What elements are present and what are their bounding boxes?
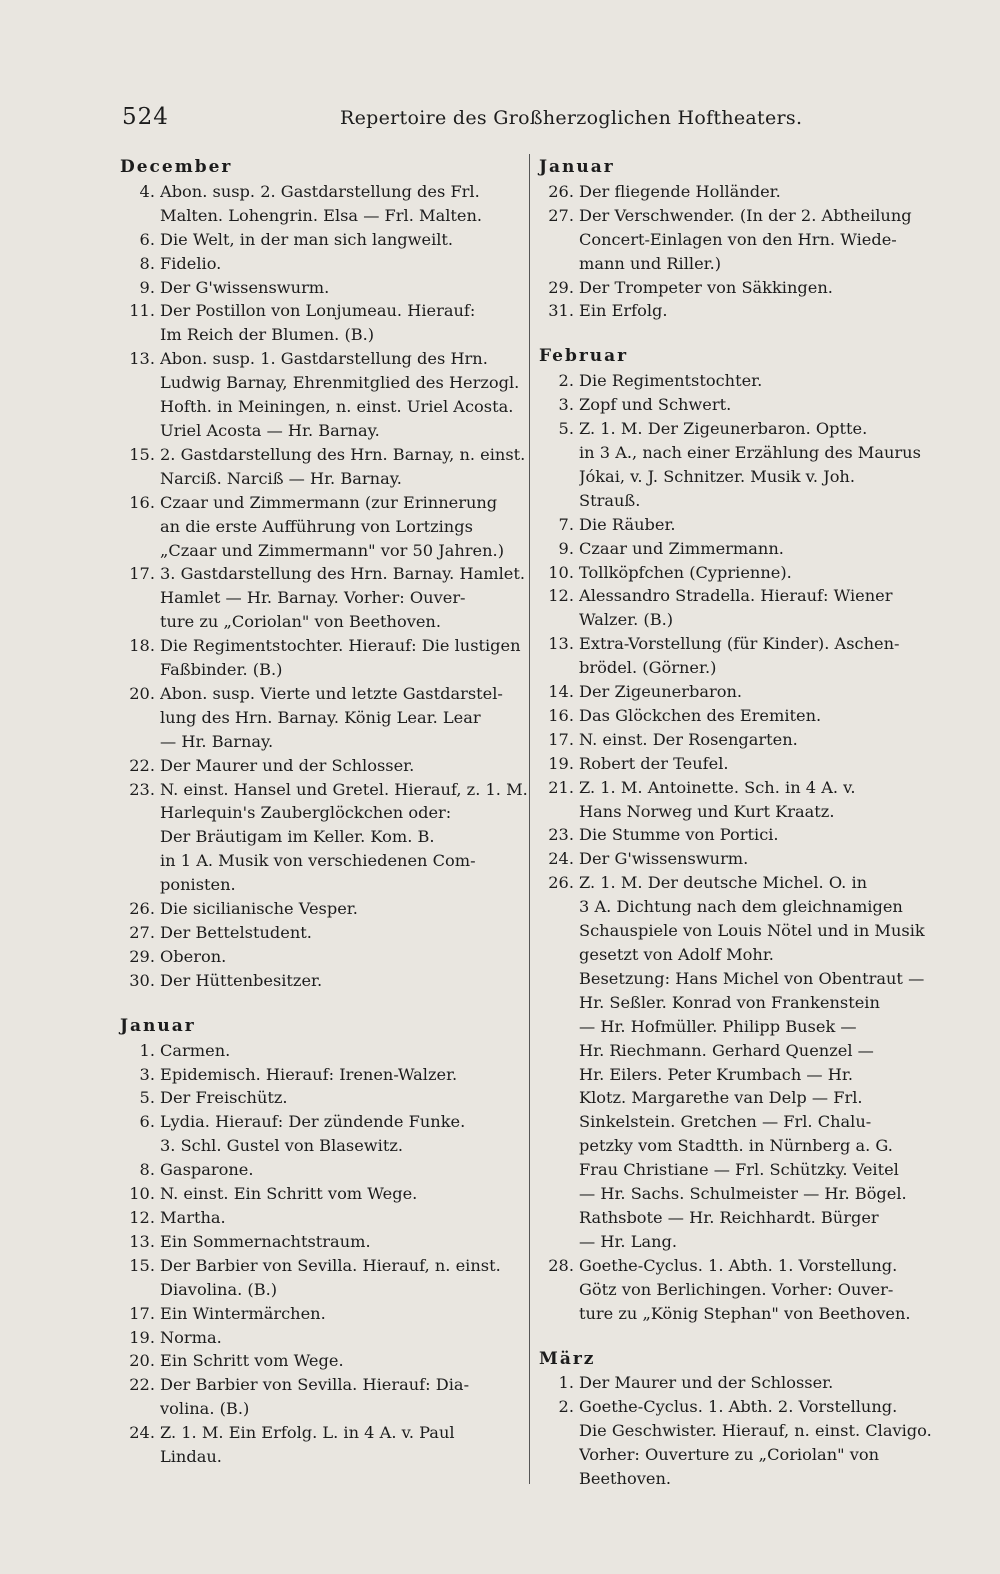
repertoire-entry [539, 776, 944, 824]
entry-line: ponisten. [160, 875, 236, 895]
entry-line: brödel. (Görner.) [579, 658, 717, 678]
entry-line: Ein Erfolg. [579, 301, 668, 321]
entry-day: 26. [548, 181, 574, 201]
entry-text [579, 632, 944, 680]
entry-line: — Hr. Hofmüller. Philipp Busek — [579, 1016, 857, 1036]
entry-line: Hr. Seßler. Konrad von Frankenstein [579, 992, 880, 1012]
repertoire-entry [120, 1302, 520, 1326]
entry-line: Strauß. [579, 490, 641, 510]
entry-day: 23. [548, 825, 574, 845]
month-heading: Februar [539, 346, 629, 367]
entry-day: 21. [548, 777, 574, 797]
entry-text [160, 1039, 520, 1063]
repertoire-entry [539, 1254, 944, 1326]
entry-line: Besetzung: Hans Michel von Obentraut — [579, 968, 925, 988]
entry-day: 15. [129, 444, 155, 464]
repertoire-entry [539, 1395, 944, 1491]
entry-line: an die erste Aufführung von Lortzings [160, 516, 473, 536]
repertoire-entry [539, 680, 944, 704]
repertoire-entry [120, 180, 520, 228]
entry-day: 1. [558, 1373, 574, 1393]
entry-day: 23. [129, 779, 155, 799]
entry-line: Der Maurer und der Schlosser. [579, 1373, 834, 1393]
entry-text [160, 276, 520, 300]
entry-text [160, 1230, 520, 1254]
repertoire-entry [120, 443, 526, 491]
entry-text [160, 1110, 520, 1158]
entry-day: 13. [129, 349, 155, 369]
entry-line: petzky vom Stadtth. in Nürnberg a. G. [579, 1136, 893, 1156]
entry-line: Der Postillon von Lonjumeau. Hierauf: [160, 301, 476, 321]
entry-day: 5. [558, 419, 574, 439]
entry-line: ture zu „Coriolan" von Beethoven. [160, 612, 442, 632]
left-column [120, 156, 528, 1469]
entry-day: 3. [139, 1064, 155, 1084]
entry-line: Der Zigeunerbaron. [579, 682, 743, 702]
entry-text [160, 1326, 520, 1350]
column-divider [529, 154, 530, 1484]
entry-day: 4. [139, 181, 155, 201]
entry-line: Schauspiele von Louis Nötel und in Musik [579, 921, 925, 941]
entry-line: Die Regimentstochter. [579, 371, 763, 391]
entry-text [160, 1349, 520, 1373]
entry-line: Norma. [160, 1327, 222, 1347]
entry-line: Gasparone. [160, 1160, 254, 1180]
entry-day: 2. [558, 1397, 574, 1417]
entry-text [579, 1395, 944, 1491]
entry-line: Die Geschwister. Hierauf, n. einst. Clavigo. [579, 1421, 932, 1441]
page-number: 524 [122, 104, 169, 130]
repertoire-entry [120, 299, 520, 347]
entry-day: 20. [129, 683, 155, 703]
repertoire-entry [120, 778, 528, 898]
entry-line: Robert der Teufel. [579, 753, 729, 773]
entry-text [160, 491, 520, 563]
entry-line: Der Freischütz. [160, 1088, 288, 1108]
entry-line: Die Welt, in der man sich langweilt. [160, 229, 454, 249]
entry-text [160, 634, 521, 682]
entry-text [579, 776, 944, 824]
month-heading: März [539, 1348, 596, 1369]
entry-line: Uriel Acosta — Hr. Barnay. [160, 420, 380, 440]
repertoire-entry [539, 704, 944, 728]
entry-text [160, 1206, 520, 1230]
repertoire-entry [539, 393, 944, 417]
entry-line: gesetzt von Adolf Mohr. [579, 945, 774, 964]
entry-text [160, 754, 520, 778]
entry-day: 10. [548, 562, 574, 582]
entry-line: Alessandro Stradella. Hierauf: Wiener [579, 586, 893, 606]
repertoire-entry [539, 180, 944, 204]
entry-text [160, 682, 520, 754]
entry-day: 27. [129, 923, 155, 942]
repertoire-entry [539, 871, 944, 1254]
entry-line: Sinkelstein. Gretchen — Frl. Chalu- [579, 1112, 872, 1132]
entry-day: 17. [548, 729, 574, 749]
entry-text [579, 752, 944, 776]
entry-line: Im Reich der Blumen. (B.) [160, 325, 375, 345]
entry-line: Hr. Eilers. Peter Krumbach — Hr. [579, 1064, 853, 1084]
entry-line: Der Barbier von Sevilla. Hierauf, n. einst. [160, 1255, 501, 1275]
entry-line: Abon. susp. Vierte und letzte Gastdarstel- [160, 683, 503, 703]
entry-day: 13. [548, 634, 574, 654]
entry-text [160, 1158, 520, 1182]
repertoire-entry [120, 634, 520, 682]
entry-text [160, 1421, 520, 1469]
entry-line: Der Hüttenbesitzer. [160, 970, 323, 990]
entry-line: Malten. Lohengrin. Elsa — Frl. Malten. [160, 205, 483, 225]
entry-text [160, 969, 520, 993]
entry-line: Oberon. [160, 946, 227, 966]
entry-day: 24. [548, 849, 574, 869]
repertoire-entry [120, 1349, 520, 1373]
entry-text [160, 1373, 520, 1421]
entry-day: 1. [139, 1040, 155, 1060]
entry-line: Der G'wissenswurm. [160, 277, 330, 297]
entry-text [160, 1086, 520, 1110]
entry-line: Z. 1. M. Der deutsche Michel. O. in [579, 873, 868, 893]
entry-text [579, 1371, 944, 1395]
entry-line: Lindau. [160, 1447, 222, 1467]
entry-line: „Czaar und Zimmermann" vor 50 Jahren.) [160, 540, 505, 560]
entry-text [160, 252, 520, 276]
entry-line: Abon. susp. 1. Gastdarstellung des Hrn. [160, 349, 488, 369]
repertoire-entry [120, 276, 520, 300]
entry-line: ture zu „König Stephan" von Beethoven. [579, 1303, 911, 1323]
entry-line: in 3 A., nach einer Erzählung des Maurus [579, 442, 921, 462]
entry-line: Z. 1. M. Ein Erfolg. L. in 4 A. v. Paul [160, 1423, 455, 1443]
entry-day: 15. [129, 1255, 155, 1275]
entry-day: 20. [129, 1351, 155, 1371]
entry-line: 3. Gastdarstellung des Hrn. Barnay. Hamlet. [160, 564, 525, 584]
entry-text [160, 299, 520, 347]
entry-line: Ein Wintermärchen. [160, 1303, 326, 1323]
entry-day: 29. [129, 946, 155, 966]
entry-line: Czaar und Zimmermann. [579, 538, 784, 558]
entry-line: Der Barbier von Sevilla. Hierauf: Dia- [160, 1375, 470, 1395]
entry-line: N. einst. Der Rosengarten. [579, 729, 798, 749]
entry-line: Concert-Einlagen von den Hrn. Wiede- [579, 229, 897, 249]
repertoire-entry [539, 728, 944, 752]
entry-text [160, 1302, 520, 1326]
entry-line: Der Verschwender. (In der 2. Abtheilung [579, 205, 912, 225]
entry-line: Der Bettelstudent. [160, 923, 312, 942]
entry-day: 22. [129, 755, 155, 775]
entry-text [579, 513, 944, 537]
entry-text [579, 871, 944, 1254]
entry-line: Z. 1. M. Der Zigeunerbaron. Optte. [579, 419, 868, 439]
entry-day: 8. [139, 1160, 155, 1180]
entry-line: 3. Schl. Gustel von Blasewitz. [160, 1136, 403, 1156]
repertoire-entry [539, 204, 944, 276]
entry-day: 6. [139, 1112, 155, 1132]
entry-line: Der G'wissenswurm. [579, 849, 749, 869]
repertoire-entry [539, 369, 944, 393]
entry-text [160, 347, 520, 443]
entry-line: Faßbinder. (B.) [160, 660, 283, 680]
entry-text [160, 1254, 520, 1302]
entry-day: 18. [129, 636, 155, 656]
entry-line: Rathsbote — Hr. Reichhardt. Bürger [579, 1207, 879, 1227]
entry-text [160, 778, 528, 898]
repertoire-entry [539, 299, 944, 323]
entry-day: 11. [129, 301, 155, 321]
entry-line: Czaar und Zimmermann (zur Erinnerung [160, 492, 498, 512]
entry-text [579, 276, 944, 300]
entry-line: Der Maurer und der Schlosser. [160, 755, 415, 775]
repertoire-entry [120, 347, 520, 443]
repertoire-entry [539, 417, 944, 513]
entry-text [160, 1063, 520, 1087]
entry-line: N. einst. Hansel und Gretel. Hierauf, z. 1. M. [160, 779, 528, 799]
entry-day: 9. [558, 538, 574, 558]
entry-day: 24. [129, 1423, 155, 1443]
entry-text [160, 443, 525, 491]
entry-line: Hofth. in Meiningen, n. einst. Uriel Acosta. [160, 397, 514, 417]
entry-day: 26. [548, 873, 574, 893]
entry-text [579, 728, 944, 752]
entry-line: Die sicilianische Vesper. [160, 899, 358, 919]
entry-text [160, 945, 520, 969]
entry-text [579, 299, 944, 323]
repertoire-entry [120, 1063, 520, 1087]
entry-line: Walzer. (B.) [579, 610, 674, 630]
repertoire-entry [120, 1086, 520, 1110]
entry-line: Lydia. Hierauf: Der zündende Funke. [160, 1112, 466, 1132]
entry-line: Hans Norweg und Kurt Kraatz. [579, 801, 835, 821]
entry-line: Der fliegende Holländer. [579, 181, 781, 201]
entry-day: 5. [139, 1088, 155, 1108]
entry-line: Klotz. Margarethe van Delp — Frl. [579, 1088, 863, 1108]
entry-text [579, 1254, 944, 1326]
entry-line: Hamlet — Hr. Barnay. Vorher: Ouver- [160, 588, 466, 608]
repertoire-entry [120, 1182, 520, 1206]
repertoire-entry [120, 1326, 520, 1350]
repertoire-entry [539, 752, 944, 776]
entry-line: Beethoven. [579, 1469, 672, 1489]
entry-day: 31. [548, 301, 574, 321]
right-column [539, 156, 944, 1491]
entry-line: Fidelio. [160, 253, 222, 273]
entry-text [160, 180, 520, 228]
entry-line: Harlequin's Zauberglöckchen oder: [160, 803, 452, 823]
page-header [122, 104, 942, 144]
month-heading: Januar [120, 1015, 196, 1036]
entry-day: 19. [129, 1327, 155, 1347]
entry-line: Frau Christiane — Frl. Schützky. Veitel [579, 1160, 899, 1180]
entry-day: 16. [548, 705, 574, 725]
repertoire-entry [539, 537, 944, 561]
entry-text [579, 704, 944, 728]
entry-line: Diavolina. (B.) [160, 1279, 278, 1299]
entry-day: 9. [139, 277, 155, 297]
entry-line: Hr. Riechmann. Gerhard Quenzel — [579, 1040, 874, 1060]
entry-line: Epidemisch. Hierauf: Irenen-Walzer. [160, 1064, 458, 1084]
entry-day: 29. [548, 277, 574, 297]
repertoire-entry [120, 1158, 520, 1182]
entry-line: Z. 1. M. Antoinette. Sch. in 4 A. v. [579, 777, 856, 797]
entry-day: 3. [558, 395, 574, 415]
entry-line: — Hr. Lang. [579, 1231, 678, 1251]
repertoire-entry [120, 1254, 520, 1302]
entry-day: 22. [129, 1375, 155, 1395]
repertoire-entry [120, 228, 520, 252]
entry-line: — Hr. Barnay. [160, 731, 274, 751]
entry-line: — Hr. Sachs. Schulmeister — Hr. Bögel. [579, 1184, 907, 1204]
entry-line: Goethe-Cyclus. 1. Abth. 1. Vorstellung. [579, 1255, 898, 1275]
repertoire-entry [539, 632, 944, 680]
entry-day: 30. [129, 970, 155, 990]
entry-day: 19. [548, 753, 574, 773]
repertoire-entry [539, 276, 944, 300]
entry-line: Narciß. Narciß — Hr. Barnay. [160, 468, 402, 488]
repertoire-entry [539, 823, 944, 847]
repertoire-entry [120, 897, 520, 921]
repertoire-entry [539, 584, 944, 632]
entry-line: in 1 A. Musik von verschiedenen Com- [160, 851, 476, 871]
repertoire-entry [120, 491, 520, 563]
entry-text [579, 584, 944, 632]
entry-text [579, 537, 944, 561]
entry-text [160, 1182, 520, 1206]
entry-line: Zopf und Schwert. [579, 395, 732, 415]
entry-line: Extra-Vorstellung (für Kinder). Aschen- [579, 634, 900, 654]
entry-line: Martha. [160, 1207, 226, 1227]
repertoire-entry [120, 754, 520, 778]
repertoire-entry [120, 1206, 520, 1230]
entry-day: 17. [129, 1303, 155, 1323]
entry-line: Der Bräutigam im Keller. Kom. B. [160, 827, 435, 847]
entry-text [160, 921, 520, 945]
entry-day: 14. [548, 682, 574, 702]
entry-text [579, 417, 944, 513]
entry-line: Der Trompeter von Säkkingen. [579, 277, 833, 297]
entry-line: Ein Sommernachtstraum. [160, 1231, 371, 1251]
entry-day: 12. [548, 586, 574, 606]
entry-day: 10. [129, 1184, 155, 1204]
entry-line: N. einst. Ein Schritt vom Wege. [160, 1184, 418, 1204]
repertoire-entry [120, 1373, 520, 1421]
entry-text [579, 393, 944, 417]
repertoire-entry [120, 969, 520, 993]
running-title: Repertoire des Großherzoglichen Hoftheaters. [340, 107, 803, 129]
repertoire-entry [539, 561, 944, 585]
repertoire-entry [539, 847, 944, 871]
entry-line: Jókai, v. J. Schnitzer. Musik v. Joh. [579, 466, 856, 486]
entry-day: 13. [129, 1231, 155, 1251]
entry-day: 28. [548, 1255, 574, 1275]
entry-text [579, 847, 944, 871]
entry-line: Carmen. [160, 1040, 231, 1060]
repertoire-entry [120, 562, 525, 634]
entry-text [579, 204, 944, 276]
entry-day: 27. [548, 205, 574, 225]
entry-line: Die Räuber. [579, 514, 676, 534]
entry-line: Götz von Berlichingen. Vorher: Ouver- [579, 1279, 894, 1299]
entry-line: 3 A. Dichtung nach dem gleichnamigen [579, 897, 903, 917]
repertoire-entry [120, 1039, 520, 1063]
repertoire-entry [120, 682, 520, 754]
entry-line: Tollköpfchen (Cyprienne). [579, 562, 792, 582]
entry-text [579, 369, 944, 393]
entry-day: 12. [129, 1207, 155, 1227]
entry-text [579, 561, 944, 585]
entry-line: Goethe-Cyclus. 1. Abth. 2. Vorstellung. [579, 1397, 898, 1417]
entry-day: 8. [139, 253, 155, 273]
entry-line: Abon. susp. 2. Gastdarstellung des Frl. [160, 181, 480, 201]
repertoire-entry [120, 1230, 520, 1254]
repertoire-entry [120, 921, 520, 945]
entry-line: Ludwig Barnay, Ehrenmitglied des Herzogl. [160, 373, 520, 393]
entry-line: mann und Riller.) [579, 253, 722, 273]
entry-line: Die Stumme von Portici. [579, 825, 779, 845]
entry-text [160, 897, 520, 921]
entry-day: 7. [558, 514, 574, 534]
entry-day: 6. [139, 229, 155, 249]
entry-day: 17. [129, 564, 155, 584]
month-heading: Januar [539, 157, 615, 177]
entry-text [160, 228, 520, 252]
entry-line: Vorher: Ouverture zu „Coriolan" von [579, 1445, 880, 1465]
repertoire-entry [120, 252, 520, 276]
repertoire-entry [539, 513, 944, 537]
entry-line: lung des Hrn. Barnay. König Lear. Lear [160, 707, 481, 727]
entry-day: 2. [558, 371, 574, 391]
entry-day: 16. [129, 492, 155, 512]
repertoire-entry [120, 945, 520, 969]
entry-text [579, 180, 944, 204]
entry-line: Das Glöckchen des Eremiten. [579, 705, 822, 725]
entry-text [160, 562, 525, 634]
entry-day: 26. [129, 899, 155, 919]
entry-line: volina. (B.) [160, 1399, 250, 1419]
entry-line: Die Regimentstochter. Hierauf: Die lustigen [160, 636, 521, 656]
entry-text [579, 823, 944, 847]
entry-text [579, 680, 944, 704]
repertoire-entry [539, 1371, 944, 1395]
repertoire-entry [120, 1110, 520, 1158]
month-heading: December [120, 157, 233, 177]
entry-line: Ein Schritt vom Wege. [160, 1351, 344, 1371]
entry-line: 2. Gastdarstellung des Hrn. Barnay, n. einst. [160, 444, 526, 464]
repertoire-entry [120, 1421, 520, 1469]
